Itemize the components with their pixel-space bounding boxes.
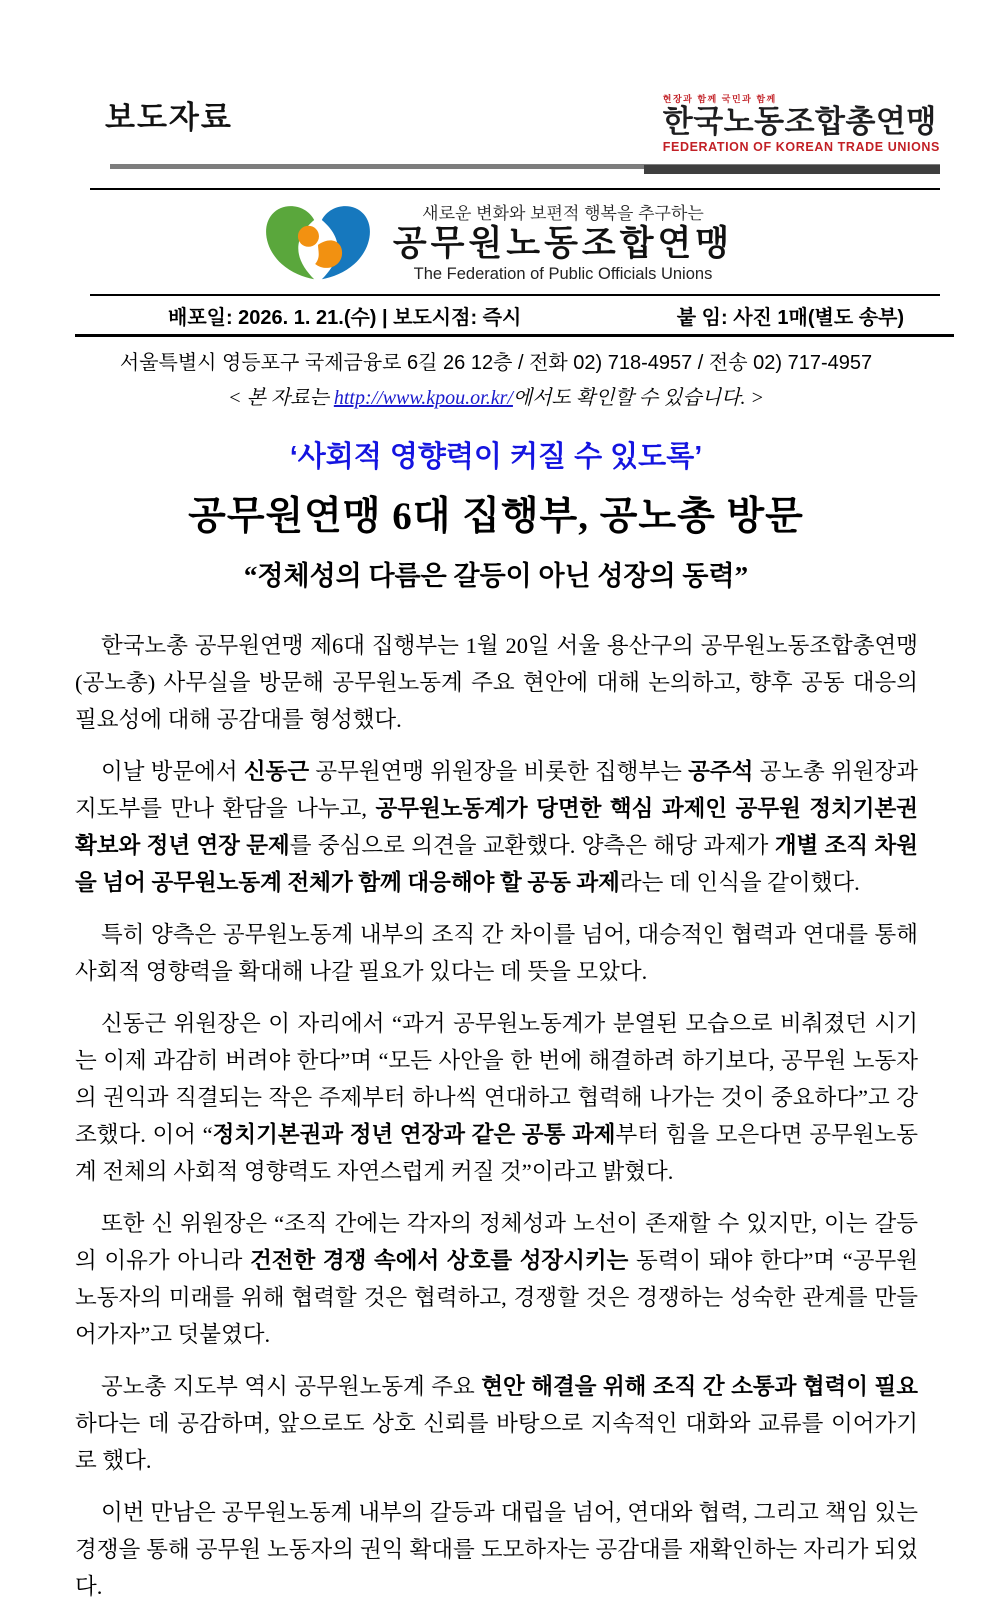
headline-subtitle: “정체성의 다름은 갈등이 아닌 성장의 동력” <box>243 560 749 591</box>
body-text: 부터 힘을 모은다면 공무원노동계 전체의 사회적 영향력도 자연스럽게 커질 것”이라고 밝혔다. <box>75 1121 919 1184</box>
body-text: 동력이 돼야 한다”며 “공무원 노동자의 미래를 위해 협력할 것은 협력하고, 경쟁할 것은 경쟁하는 성숙한 관계를 만들어가자”고 덧붙였다. <box>75 1247 918 1347</box>
body-text-bold: 신동근 <box>243 758 310 784</box>
address-line: 서울특별시 영등포구 국제금융로 6길 26 12층 / 전화 02) 718-4957 / 전송 02) 717-4957 <box>119 351 873 374</box>
body-text: 공노총 위원장과 지도부를 만나 환담을 나누고, <box>75 758 918 821</box>
body-text: 를 중심으로 의견을 교환했다. 양측은 해당 과제가 <box>289 832 775 858</box>
fktu-name-english: FEDERATION OF KOREAN TRADE UNIONS <box>662 139 940 154</box>
body-text: 또한 신 위원장은 “조직 간에는 각자의 정체성과 노선이 존재할 수 있지만, 이는 갈등의 이유가 아니라 <box>75 1210 918 1273</box>
article-body <box>75 627 918 1605</box>
body-text: 하다는 데 공감하며, 앞으로도 상호 신뢰를 바탕으로 지속적인 대화와 교류를 이어가기로 했다. <box>75 1410 918 1473</box>
body-paragraph <box>75 1494 918 1605</box>
body-paragraph <box>75 753 918 901</box>
source-url-link[interactable]: http://www.kpou.or.kr/ <box>333 386 513 409</box>
body-text-bold: 현안 해결을 위해 조직 간 소통과 협력이 필요 <box>481 1373 918 1399</box>
body-text: 공노총 지도부 역시 공무원노동계 주요 <box>101 1373 482 1399</box>
headline-title: 공무원연맹 6대 집행부, 공노총 방문 <box>188 494 804 538</box>
body-text-bold: 공주석 <box>688 758 754 784</box>
attachment-info: 붙 임: 사진 1매(별도 송부) <box>676 306 904 329</box>
kpou-hands-heart-logo-icon <box>259 199 377 285</box>
body-text: 이번 만남은 공무원노동계 내부의 갈등과 대립을 넘어, 연대와 협력, 그리고 책임 있는 경쟁을 통해 공무원 노동자의 권익 확대를 도모하자는 공감대를 재확인하는 자리가 되었다. <box>75 1499 918 1599</box>
body-text-bold: 정치기본권과 정년 연장과 같은 공통 과제 <box>212 1121 616 1147</box>
body-text: 신동근 위원장은 이 자리에서 “과거 공무원노동계가 분열된 모습으로 비춰졌던 시기는 이제 과감히 버려야 한다”며 “모든 사안을 한 번에 해결하려 하기보다, 공무원 노동자의 권익과 직결되는 작은 주제부터 하나씩 연대하고 협력해 나가는 것이 중요하다”고 강조했다. 이어 “ <box>75 1010 918 1147</box>
masthead <box>0 0 992 154</box>
body-paragraph <box>75 627 918 738</box>
source-line <box>0 381 992 410</box>
body-paragraph <box>75 1005 918 1190</box>
distribution-info: 배포일: 2026. 1. 21.(수) | 보도시점: 즉시 <box>168 306 522 329</box>
header-rule-top <box>90 188 940 190</box>
org-text-block <box>393 199 733 284</box>
body-text-bold: 건전한 경쟁 속에서 상호를 성장시키는 <box>250 1247 629 1273</box>
body-text-bold: 개별 조직 차원을 넘어 공무원노동계 전체가 함께 대응해야 할 공동 과제 <box>75 832 918 895</box>
body-text-bold: 공무원노동계가 당면한 핵심 과제인 공무원 정치기본권 확보와 정년 연장 문제 <box>75 795 918 858</box>
body-text: 공무원연맹 위원장을 비롯한 집행부는 <box>309 758 689 784</box>
divider-bar-dark <box>644 165 940 174</box>
org-tagline: 새로운 변화와 보편적 행복을 추구하는 <box>422 204 704 224</box>
org-name-english: The Federation of Public Officials Unions <box>413 264 713 283</box>
body-paragraph <box>75 1368 918 1479</box>
meta-rule-top <box>90 294 940 296</box>
meta-rule-bottom <box>75 334 954 337</box>
meta-row <box>168 301 904 330</box>
body-text: 한국노총 공무원연맹 제6대 집행부는 1월 20일 서울 용산구의 공무원노동조합총연맹(공노총) 사무실을 방문해 공무원노동계 주요 현안에 대해 논의하고, 향후 공동 대응의 필요성에 대해 공감대를 형성했다. <box>75 632 918 732</box>
body-text: 라는 데 인식을 같이했다. <box>619 869 860 895</box>
body-paragraph <box>75 916 918 990</box>
press-release-label: 보도자료 <box>105 100 233 135</box>
org-logo-block <box>0 194 992 290</box>
source-prefix: < 본 자료는 <box>228 386 334 409</box>
fktu-slogan: 현장과 함께 국민과 함께 <box>662 94 777 104</box>
fktu-name: 한국노동조합총연맹 <box>662 104 937 139</box>
body-paragraph <box>75 1205 918 1353</box>
fktu-logo <box>663 92 940 154</box>
body-text: 이날 방문에서 <box>101 758 244 784</box>
source-suffix: 에서도 확인할 수 있습니다. > <box>512 386 764 409</box>
headline-kicker: ‘사회적 영향력이 커질 수 있도록’ <box>289 440 703 473</box>
masthead-divider-bars <box>0 162 992 176</box>
org-name: 공무원노동조합연맹 <box>392 224 734 264</box>
body-text: 특히 양측은 공무원노동계 내부의 조직 간 차이를 넘어, 대승적인 협력과 연대를 통해 사회적 영향력을 확대해 나갈 필요가 있다는 데 뜻을 모았다. <box>75 921 918 984</box>
